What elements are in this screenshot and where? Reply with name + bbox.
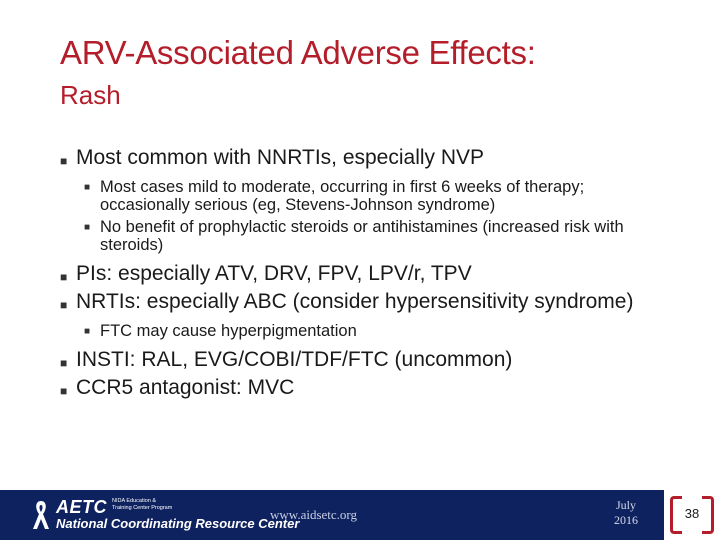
awareness-ribbon-icon xyxy=(30,499,52,531)
square-bullet-icon: ■ xyxy=(60,298,68,312)
logo-small-line: Training Center Program xyxy=(112,504,173,511)
square-bullet-icon: ■ xyxy=(60,384,68,398)
bullet-text: Most common with NNRTIs, especially NVP xyxy=(76,146,485,169)
footer-url-link[interactable]: www.aidsetc.org xyxy=(270,507,358,522)
footer-bar xyxy=(0,490,720,540)
date-month: July xyxy=(615,498,636,512)
slide-title: ARV-Associated Adverse Effects: xyxy=(60,34,536,71)
bullet-item xyxy=(60,290,660,314)
bullet-item xyxy=(60,262,660,286)
square-bullet-icon: ■ xyxy=(84,326,91,337)
bullet-text: NRTIs: especially ABC (consider hypersensitivity syndrome) xyxy=(76,290,634,313)
bullet-list xyxy=(60,146,660,400)
square-bullet-icon: ■ xyxy=(60,270,68,284)
square-bullet-icon: ■ xyxy=(60,356,68,370)
sub-bullet-text: No benefit of prophylactic steroids or antihistamines (increased risk with steroids) xyxy=(100,218,624,254)
logo-aetc-text: AETC xyxy=(56,497,107,517)
sub-bullet-item xyxy=(60,218,660,254)
bullet-text: CCR5 antagonist: MVC xyxy=(76,376,295,399)
title-block xyxy=(60,34,536,111)
sub-bullet-item xyxy=(60,178,660,214)
bullet-item xyxy=(60,348,660,372)
date-year: 2016 xyxy=(614,513,638,527)
bullet-text: INSTI: RAL, EVG/COBI/TDF/FTC (uncommon) xyxy=(76,348,513,371)
sub-bullet-item xyxy=(60,322,660,340)
bullet-text: PIs: especially ATV, DRV, FPV, LPV/r, TPV xyxy=(76,262,472,285)
square-bullet-icon: ■ xyxy=(84,222,91,233)
sub-bullet-text: FTC may cause hyperpigmentation xyxy=(100,322,357,340)
bullet-item xyxy=(60,146,660,170)
bullet-item xyxy=(60,376,660,400)
footer-date xyxy=(610,498,642,528)
page-number: 38 xyxy=(684,506,700,521)
aetc-logo xyxy=(30,497,300,533)
logo-national-text: National Coordinating Resource Center xyxy=(56,516,300,531)
logo-small-line: NIDA Education & xyxy=(112,498,157,504)
square-bullet-icon: ■ xyxy=(60,154,68,168)
square-bullet-icon: ■ xyxy=(84,182,91,193)
page-number-box xyxy=(664,490,720,540)
sub-bullet-text: Most cases mild to moderate, occurring in first 6 weeks of therapy; occasionally serious (eg, Stevens-Johnson syndrome) xyxy=(100,178,585,214)
logo-program-text xyxy=(112,498,172,511)
slide-subtitle: Rash xyxy=(60,80,121,110)
